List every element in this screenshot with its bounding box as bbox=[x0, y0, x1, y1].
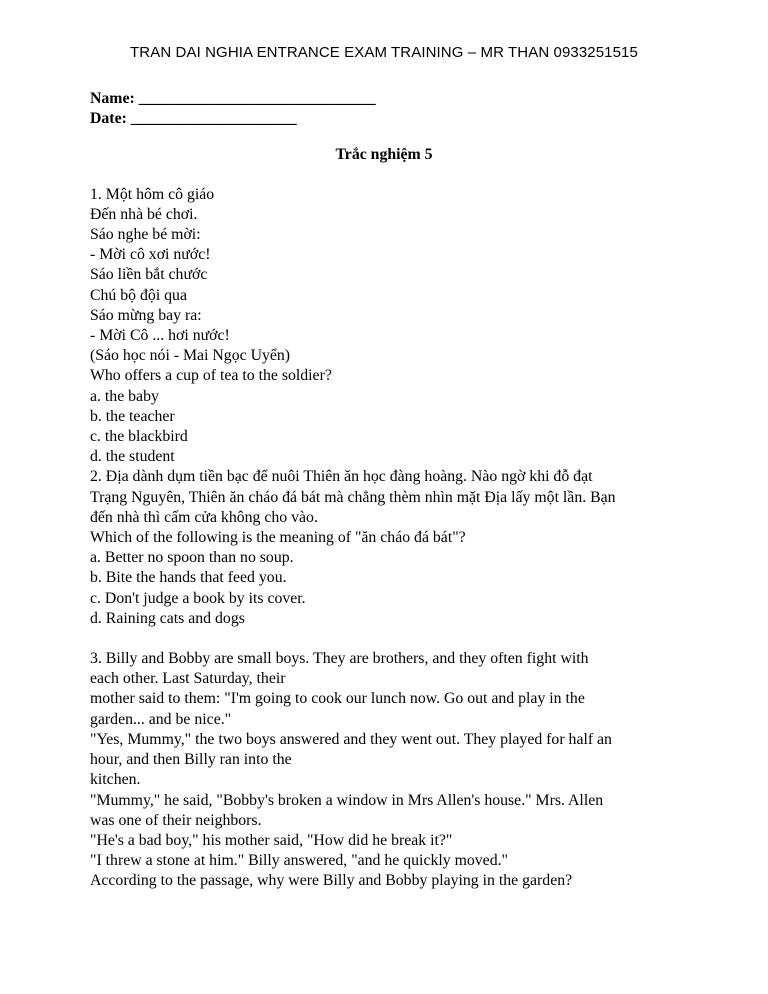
q3-line: 3. Billy and Bobby are small boys. They are brothers, and they often fight with bbox=[90, 650, 589, 668]
worksheet-title: Trắc nghiệm 5 bbox=[335, 146, 433, 164]
question-1 bbox=[90, 185, 690, 468]
q3-line: each other. Last Saturday, their bbox=[90, 670, 286, 688]
q3-line: "He's a bad boy," his mother said, "How did he break it?" bbox=[90, 831, 453, 849]
q3-line: garden... and be nice." bbox=[90, 710, 232, 728]
q2-line: đến nhà thì cấm cửa không cho vào. bbox=[90, 508, 318, 526]
page-header: TRAN DAI NGHIA ENTRANCE EXAM TRAINING – MR THAN 0933251515 bbox=[130, 44, 638, 61]
q3-line: kitchen. bbox=[90, 771, 141, 789]
q1-question: Who offers a cup of tea to the soldier? bbox=[90, 367, 332, 385]
q1-line: Đến nhà bé chơi. bbox=[90, 205, 198, 223]
q1-line: Sáo mừng bay ra: bbox=[90, 306, 202, 324]
date-line: Date: _____________________ bbox=[90, 110, 297, 128]
q3-line: hour, and then Billy ran into the bbox=[90, 751, 292, 769]
q2-option-b: b. Bite the hands that feed you. bbox=[90, 569, 287, 587]
q1-option-a: a. the baby bbox=[90, 387, 159, 405]
q2-option-d: d. Raining cats and dogs bbox=[90, 609, 245, 627]
q1-line: Sáo liền bắt chước bbox=[90, 266, 208, 284]
spacer bbox=[90, 629, 690, 649]
worksheet-content bbox=[90, 89, 690, 892]
q1-option-d: d. the student bbox=[90, 448, 175, 466]
q2-line: Trạng Nguyên, Thiên ăn cháo đá bát mà chẳng thèm nhìn mặt Địa lấy một lần. Bạn bbox=[90, 488, 616, 506]
question-3 bbox=[90, 649, 690, 891]
q2-line: 2. Địa dành dụm tiền bạc để nuôi Thiên ăn học đàng hoàng. Nào ngờ khi đỗ đạt bbox=[90, 468, 593, 486]
q1-line: - Mời Cô ... hơi nước! bbox=[90, 327, 230, 345]
q3-line: "Yes, Mummy," the two boys answered and they went out. They played for half an bbox=[90, 730, 612, 748]
q3-line: "I threw a stone at him." Billy answered, "and he quickly moved." bbox=[90, 852, 508, 870]
q2-option-a: a. Better no spoon than no soup. bbox=[90, 549, 294, 567]
q1-line: - Mời cô xơi nước! bbox=[90, 246, 211, 264]
name-line: Name: ______________________________ bbox=[90, 90, 376, 107]
q1-option-b: b. the teacher bbox=[90, 407, 175, 425]
q3-question: According to the passage, why were Billy and Bobby playing in the garden? bbox=[90, 872, 573, 890]
q2-option-c: c. Don't judge a book by its cover. bbox=[90, 589, 306, 607]
q1-source: (Sáo học nói - Mai Ngọc Uyển) bbox=[90, 347, 291, 365]
q3-line: "Mummy," he said, "Bobby's broken a window in Mrs Allen's house." Mrs. Allen bbox=[90, 791, 604, 809]
q2-question: Which of the following is the meaning of "ăn cháo đá bát"? bbox=[90, 529, 466, 547]
q3-line: mother said to them: "I'm going to cook our lunch now. Go out and play in the bbox=[90, 690, 585, 708]
q1-option-c: c. the blackbird bbox=[90, 428, 188, 446]
q1-line: Chú bộ đội qua bbox=[90, 286, 187, 304]
question-2 bbox=[90, 467, 690, 629]
q3-line: was one of their neighbors. bbox=[90, 811, 262, 829]
q1-line: Sáo nghe bé mời: bbox=[90, 226, 201, 244]
q1-line: 1. Một hôm cô giáo bbox=[90, 185, 215, 203]
